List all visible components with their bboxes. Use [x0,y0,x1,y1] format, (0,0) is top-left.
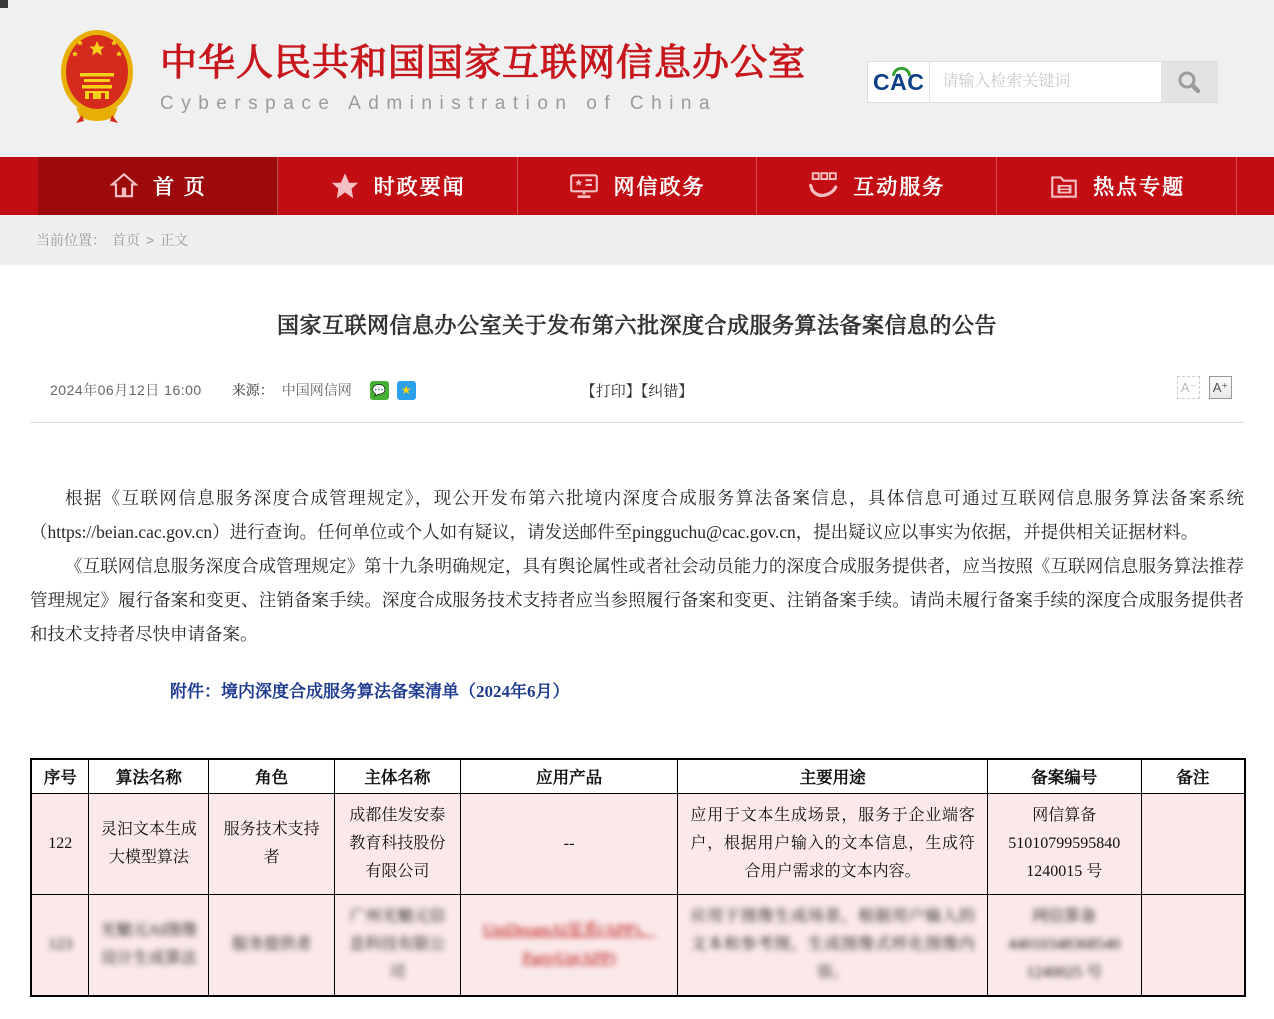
breadcrumb-label: 当前位置： [36,232,106,248]
search-icon [1176,69,1203,96]
search-input[interactable] [930,62,1161,102]
page-title: 国家互联网信息办公室关于发布第六批深度合成服务算法备案信息的公告 [276,313,997,338]
monitor-icon [568,170,600,202]
table-row [31,793,1245,894]
nav-item-news[interactable] [278,157,518,215]
font-larger-button[interactable]: A⁺ [1209,376,1232,399]
col-number: 备案编号 [987,759,1141,793]
cell-note [1141,894,1245,996]
publish-date: 2024年06月12日 16:00 [50,382,202,398]
source-name: 中国网信网 [281,382,352,398]
site-header [0,0,1274,157]
nav-label: 首 页 [152,176,207,199]
cac-logo: CAC [868,62,930,102]
col-note: 备注 [1141,759,1245,793]
corner-artifact [0,0,8,8]
nav-item-egov[interactable] [518,157,758,215]
site-title: 中华人民共和国国家互联网信息办公室 [160,42,806,84]
china-national-emblem-icon [58,29,136,123]
star-icon [329,170,361,202]
home-icon [108,170,140,202]
cell-role: 服务提供者 [209,894,335,996]
cell-product: UniDreamAI星系(APP)、PartyUp(APP) [460,894,678,996]
site-subtitle: Cyberspace Administration of China [160,92,718,114]
qzone-icon[interactable]: ★ [397,381,416,400]
nav-item-services[interactable] [757,157,997,215]
cell-algorithm: 光魅元AI图像设计生成算法 [89,894,209,996]
wechat-icon[interactable]: 💬 [370,381,389,400]
cell-algorithm: 灵汩文本生成大模型算法 [89,793,209,894]
algorithm-filing-table [30,758,1246,997]
cell-entity: 广州光魅元信息科技有限公司 [334,894,460,996]
cell-entity: 成都佳发安泰教育科技股份有限公司 [334,793,460,894]
breadcrumb-home-link[interactable]: 首页 [112,232,140,248]
breadcrumb-current: 正文 [160,232,189,248]
interaction-hand-icon [808,170,840,202]
table-row [31,894,1245,996]
attachment-link[interactable]: 附件：境内深度合成服务算法备案清单（2024年6月） [170,682,570,701]
cell-purpose: 应用于图像生成场景，根据用户输入的文本和参考图，生成图像式样化图像内容。 [678,894,987,996]
col-entity: 主体名称 [334,759,460,793]
cell-number: 网信算备 44010348368540 1240025 号 [987,894,1141,996]
cell-purpose: 应用于文本生成场景，服务于企业端客户，根据用户输入的文本信息，生成符合用户需求的文本内容。 [678,793,987,894]
nav-label: 时政要闻 [373,176,466,199]
cell-number: 网信算备 51010799595840 1240015 号 [987,793,1141,894]
nav-label: 热点专题 [1093,176,1186,199]
cell-seq: 123 [31,894,89,996]
paragraph: 根据《互联网信息服务深度合成管理规定》，现公开发布第六批境内深度合成服务算法备案信息，具体信息可通过互联网信息服务算法备案系统（https://beian.cac.gov.cn）进行查询。任何单位或个人如有疑议，请发送邮件至pingguchu@cac.gov.cn，提出疑议应以事实为依据，并提供相关证据材料。 [30,488,1244,542]
cell-role: 服务技术支持者 [209,793,335,894]
cell-product: -- [460,793,678,894]
folder-icon [1048,170,1080,202]
nav-label: 互动服务 [853,176,946,199]
table-header-row [31,759,1245,793]
paragraph: 《互联网信息服务深度合成管理规定》第十九条明确规定，具有舆论属性或者社会动员能力的深度合成服务提供者，应当按照《互联网信息服务算法推荐管理规定》履行备案和变更、注销备案手续。深度合成服务技术支持者应当参照履行备案和变更、注销备案手续。请尚未履行备案手续的深度合成服务提供者和技术支持者尽快申请备案。 [30,556,1244,644]
search-button[interactable] [1161,62,1217,102]
col-algorithm: 算法名称 [89,759,209,793]
article-meta-bar [30,380,1244,423]
correct-button[interactable]: 【纠错】 [640,383,694,400]
nav-item-topics[interactable] [997,157,1237,215]
cell-seq: 122 [31,793,89,894]
source-label: 来源： [231,382,274,398]
nav-label: 网信政务 [613,176,706,199]
article-content [0,265,1274,997]
print-button[interactable]: 【打印】 [580,383,641,400]
col-role: 角色 [209,759,335,793]
main-nav [0,157,1274,215]
col-seq: 序号 [31,759,89,793]
cell-note [1141,793,1245,894]
col-product: 应用产品 [460,759,678,793]
font-smaller-button[interactable]: A⁻ [1177,376,1200,399]
breadcrumb-separator: > [146,232,155,248]
search-bar [867,61,1218,103]
nav-item-home[interactable] [38,157,278,215]
article-body [30,481,1244,702]
breadcrumb [0,215,1274,265]
col-purpose: 主要用途 [678,759,987,793]
